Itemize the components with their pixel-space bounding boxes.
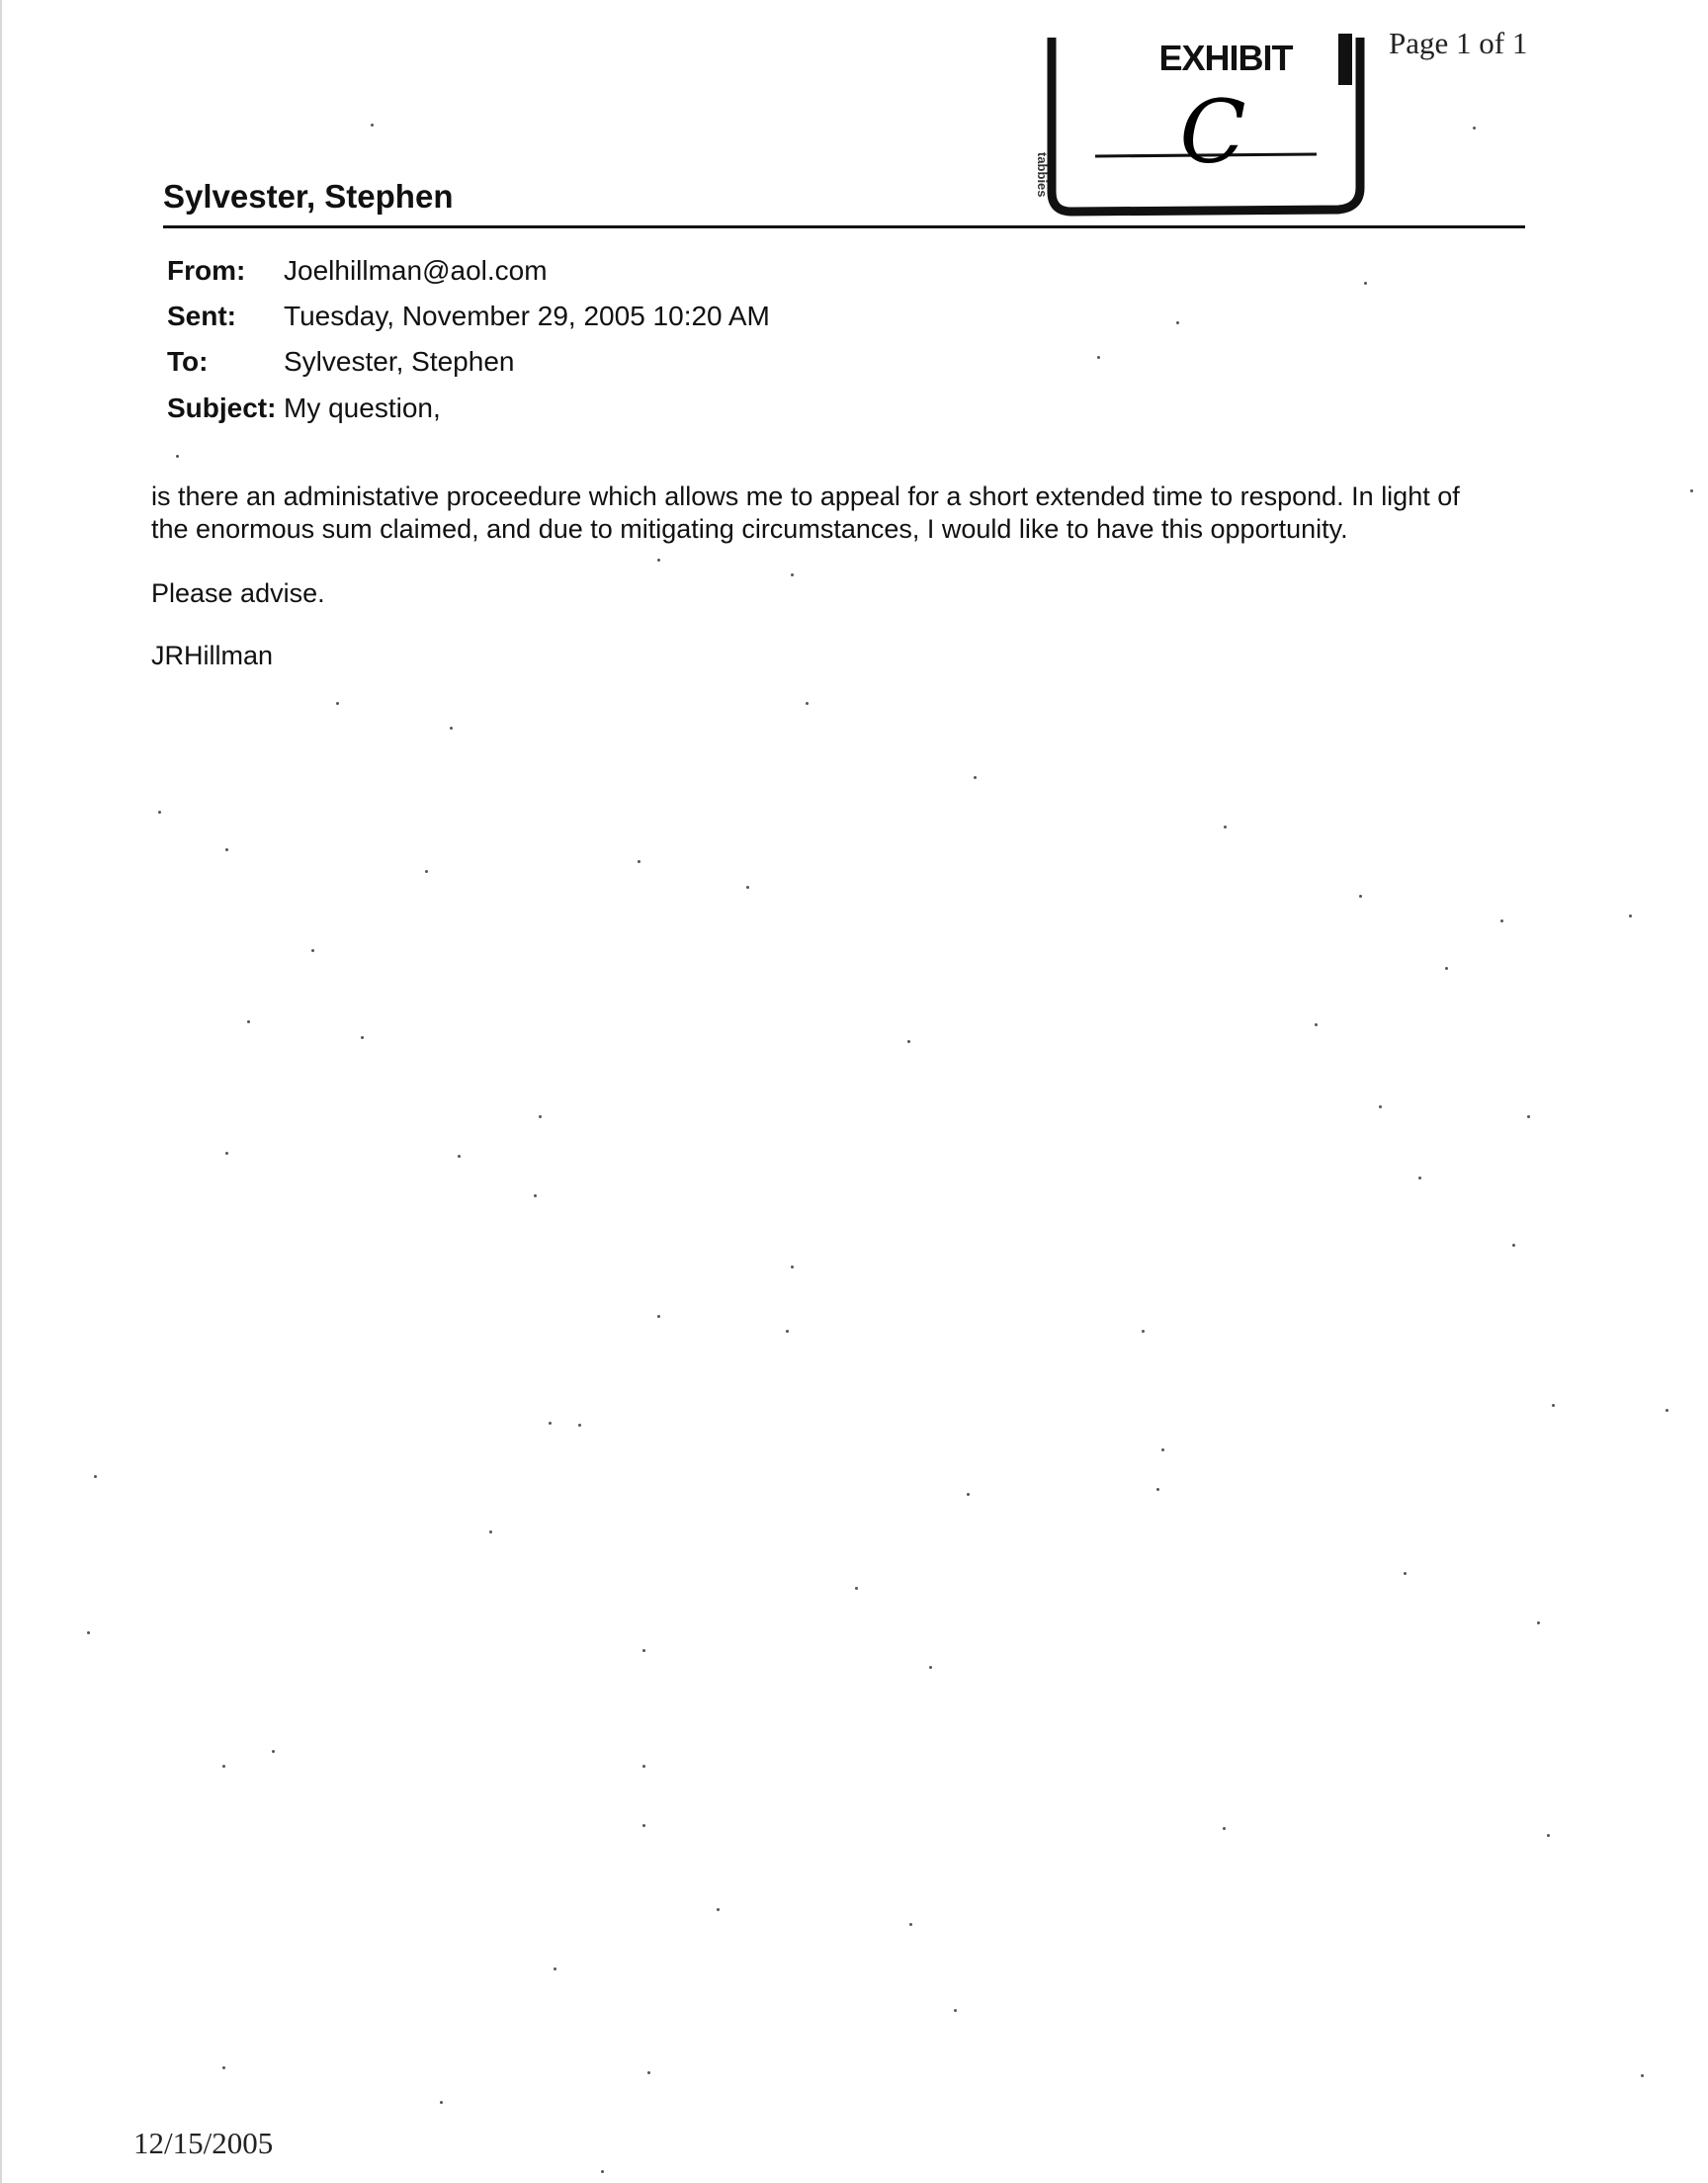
subject-label: Subject:: [167, 393, 277, 423]
sent-label: Sent:: [167, 301, 236, 331]
body-line: is there an administative proceedure which allows me to appeal for a short extended time to respond. In light of: [151, 481, 1460, 511]
body-line: the enormous sum claimed, and due to mitigating circumstances, I would like to have this opportunity.: [151, 514, 1348, 544]
exhibit-label: EXHIBIT: [1158, 38, 1293, 78]
header-divider: [163, 225, 1525, 228]
signature: JRHillman: [151, 641, 274, 670]
document-owner-name: Sylvester, Stephen: [163, 178, 454, 215]
closing-line: Please advise.: [151, 578, 325, 608]
sticker-brand: tabbies: [1035, 152, 1050, 198]
to-label: To:: [167, 346, 209, 377]
scan-edge-line: [0, 0, 2, 2183]
page-number: Page 1 of 1: [1389, 26, 1528, 60]
exhibit-letter: C: [1179, 81, 1246, 183]
sent-value: Tuesday, November 29, 2005 10:20 AM: [284, 301, 770, 331]
from-value: Joelhillman@aol.com: [284, 255, 548, 286]
print-date: 12/15/2005: [133, 2126, 274, 2160]
exhibit-sticker: [1035, 34, 1368, 218]
from-label: From:: [167, 255, 246, 286]
to-value: Sylvester, Stephen: [284, 346, 515, 377]
subject-value: My question,: [284, 393, 441, 423]
email-body-paragraph: [151, 480, 1535, 546]
